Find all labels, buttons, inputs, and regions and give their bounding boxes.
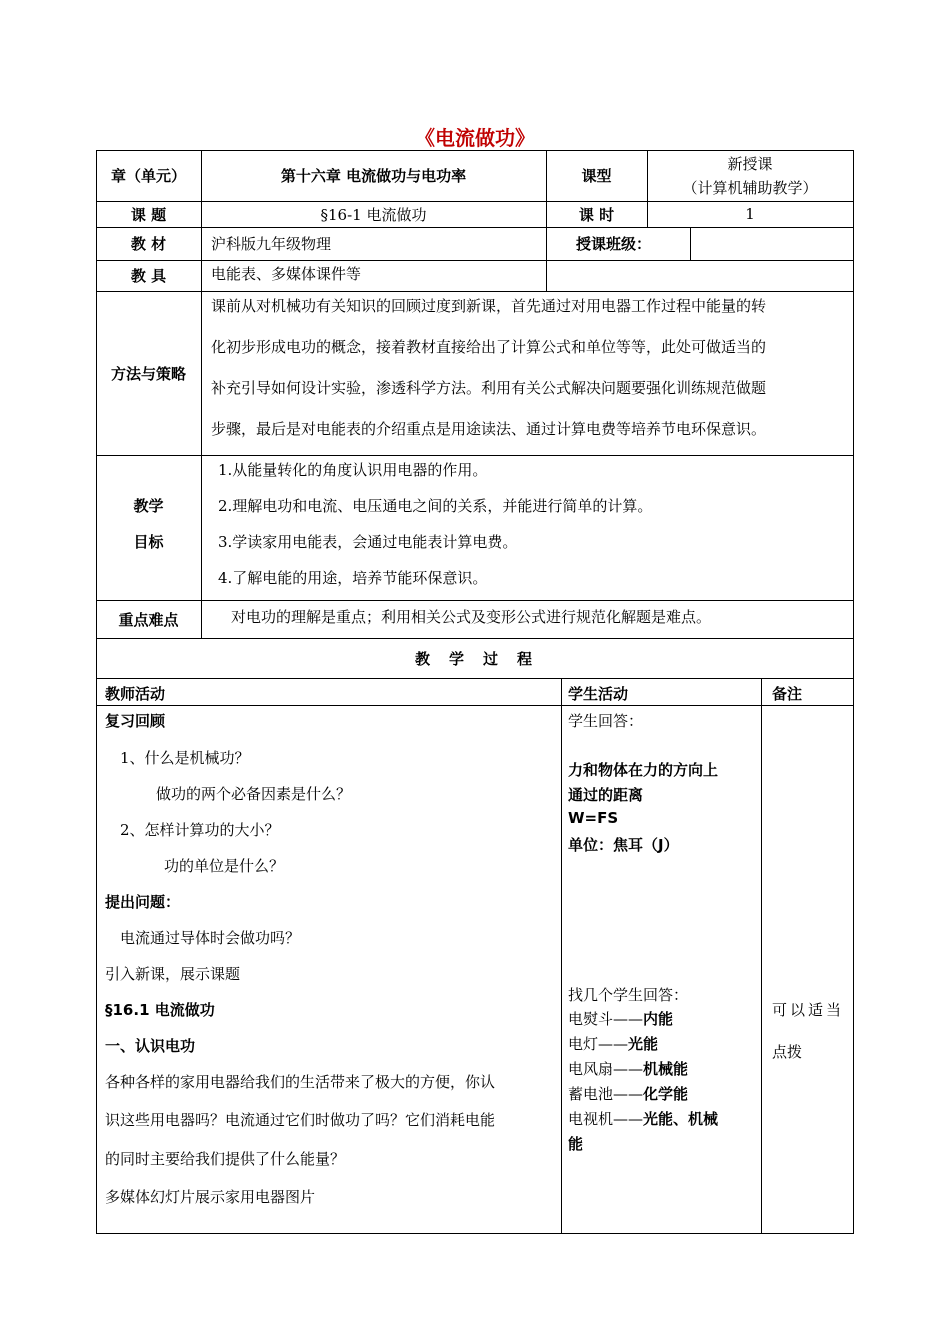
key-points-label: 重点难点 — [118, 610, 179, 629]
topic-value: §16-1 电流做功 — [320, 205, 427, 224]
type-value-line2: （计算机辅助教学） — [682, 179, 818, 197]
student-several: 找几个学生回答： — [568, 986, 689, 1004]
goals-label-1: 教学 — [133, 497, 164, 515]
chapter-value: 第十六章 电流做功与电功率 — [280, 167, 467, 185]
type-value — [647, 150, 853, 201]
key-points-text: 对电功的理解是重点；利用相关公式及变形公式进行规范化解题是难点。 — [231, 608, 712, 626]
energy-item-name: 电视机—— — [568, 1110, 644, 1128]
textbook-label: 教 材 — [130, 235, 167, 253]
method-line: 课前从对机械功有关知识的回顾过度到新课，首先通过对用电器工作过程中能量的转 — [211, 297, 767, 315]
goal-item: 2.理解电功和电流、电压通电之间的关系，并能进行简单的计算。 — [218, 497, 653, 515]
note-line-2: 点拨 — [772, 1043, 803, 1061]
ask-text: 电流通过导体时会做功吗？ — [120, 929, 301, 947]
method-text — [211, 286, 847, 450]
energy-item — [568, 1008, 673, 1029]
energy-item-name: 蓄电池—— — [568, 1085, 644, 1103]
method-label: 方法与策略 — [110, 364, 186, 383]
hours-label: 课 时 — [578, 205, 615, 224]
question-1b: 做功的两个必备因素是什么？ — [156, 785, 352, 803]
subsection-title: 一、认识电功 — [105, 1037, 196, 1055]
tools-label: 教 具 — [130, 267, 167, 285]
type-label: 课型 — [581, 167, 612, 185]
student-answer-1: 力和物体在力的方向上 — [568, 761, 719, 779]
col-student: 学生活动 — [568, 685, 629, 703]
ask-title: 提出问题： — [105, 893, 181, 911]
method-line: 步骤，最后是对电能表的介绍重点是用途读法、通过计算电费等培养节电环保意识。 — [211, 420, 767, 438]
energy-item-value: 化学能 — [643, 1085, 689, 1103]
question-2b: 功的单位是什么？ — [164, 857, 285, 875]
goal-item: 3.学读家用电能表，会通过电能表计算电费。 — [218, 533, 518, 551]
question-1: 1、什么是机械功？ — [120, 749, 250, 767]
note-line-1: 可以适当 — [772, 1001, 845, 1019]
hours-value: 1 — [745, 205, 755, 223]
method-line: 补充引导如何设计实验，渗透科学方法。利用有关公式解决问题要强化训练规范做题 — [211, 379, 767, 397]
energy-item — [568, 1033, 658, 1054]
teacher-para-line: 各种各样的家用电器给我们的生活带来了极大的方便，你认 — [105, 1073, 496, 1091]
method-line: 化初步形成电功的概念，接着教材直接给出了计算公式和单位等等，此处可做适当的 — [211, 338, 767, 356]
question-2: 2、怎样计算功的大小？ — [120, 821, 280, 839]
energy-item-value: 光能、机械 — [643, 1110, 719, 1128]
goals-label-2: 目标 — [133, 533, 164, 551]
student-answer-label: 学生回答： — [568, 712, 644, 730]
student-unit: 单位：焦耳（J） — [568, 836, 679, 854]
lesson-plan-table — [96, 150, 854, 1234]
intro-text: 引入新课，展示课题 — [105, 965, 241, 983]
col-note: 备注 — [772, 685, 803, 703]
energy-item-name: 电熨斗—— — [568, 1010, 644, 1028]
page-title: 《电流做功》 — [415, 126, 535, 150]
energy-item-name: 电灯—— — [568, 1035, 629, 1053]
teacher-para-line: 的同时主要给我们提供了什么能量？ — [105, 1150, 346, 1168]
energy-item-value: 机械能 — [643, 1060, 689, 1078]
chapter-label: 章（单元） — [110, 167, 186, 185]
energy-item-name: 电风扇—— — [568, 1060, 644, 1078]
section-title: §16.1 电流做功 — [105, 1001, 215, 1019]
tools-value: 电能表、多媒体课件等 — [211, 265, 362, 283]
energy-item-value-cont: 能 — [568, 1135, 584, 1153]
student-formula: W=FS — [568, 809, 619, 827]
energy-item-value: 光能 — [628, 1035, 659, 1053]
energy-item-value: 内能 — [643, 1010, 674, 1028]
review-title: 复习回顾 — [105, 712, 166, 730]
slides-text: 多媒体幻灯片展示家用电器图片 — [105, 1188, 316, 1206]
textbook-value: 沪科版九年级物理 — [211, 235, 332, 253]
goal-item: 1.从能量转化的角度认识用电器的作用。 — [218, 461, 488, 479]
teacher-para-line: 识这些用电器吗？电流通过它们时做功了吗？它们消耗电能 — [105, 1111, 496, 1129]
class-label: 授课班级： — [576, 235, 652, 253]
student-answer-2: 通过的距离 — [568, 786, 644, 804]
type-value-line1: 新授课 — [727, 155, 773, 173]
energy-item — [568, 1083, 688, 1104]
goal-item: 4.了解电能的用途，培养节能环保意识。 — [218, 569, 488, 587]
energy-item — [568, 1058, 688, 1079]
energy-item — [568, 1108, 718, 1129]
col-teacher: 教师活动 — [105, 685, 166, 703]
process-heading: 教 学 过 程 — [414, 649, 534, 668]
topic-label: 课 题 — [130, 205, 167, 224]
